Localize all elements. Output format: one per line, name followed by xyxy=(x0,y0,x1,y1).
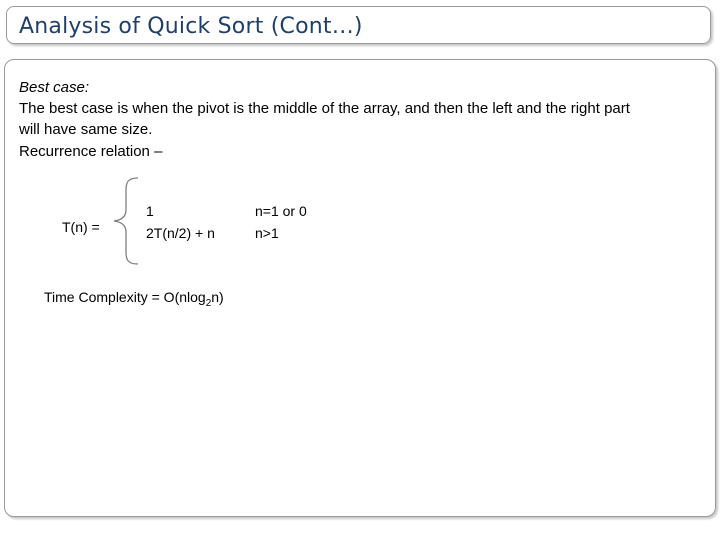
time-complexity xyxy=(44,286,224,315)
recurrence-label: Recurrence relation – xyxy=(19,143,163,160)
description-line-1: The best case is when the pivot is the middle of the array, and then the left and the right part xyxy=(19,100,630,117)
time-complexity-suffix: n) xyxy=(211,289,224,305)
best-case-heading: Best case: xyxy=(19,79,90,96)
time-complexity-prefix: Time Complexity = O(nlog xyxy=(44,289,206,305)
case-1-condition: n=1 or 0 xyxy=(255,203,307,219)
slide-title: Analysis of Quick Sort (Cont…) xyxy=(19,14,363,39)
case-2-value: 2T(n/2) + n xyxy=(146,225,215,241)
description-line-2: will have same size. xyxy=(19,121,153,138)
case-2-condition: n>1 xyxy=(255,225,279,241)
log-base-subscript: 2 xyxy=(205,297,212,309)
case-1-value: 1 xyxy=(146,203,154,219)
left-brace-icon xyxy=(108,174,142,268)
recurrence-lhs: T(n) = xyxy=(62,219,100,235)
